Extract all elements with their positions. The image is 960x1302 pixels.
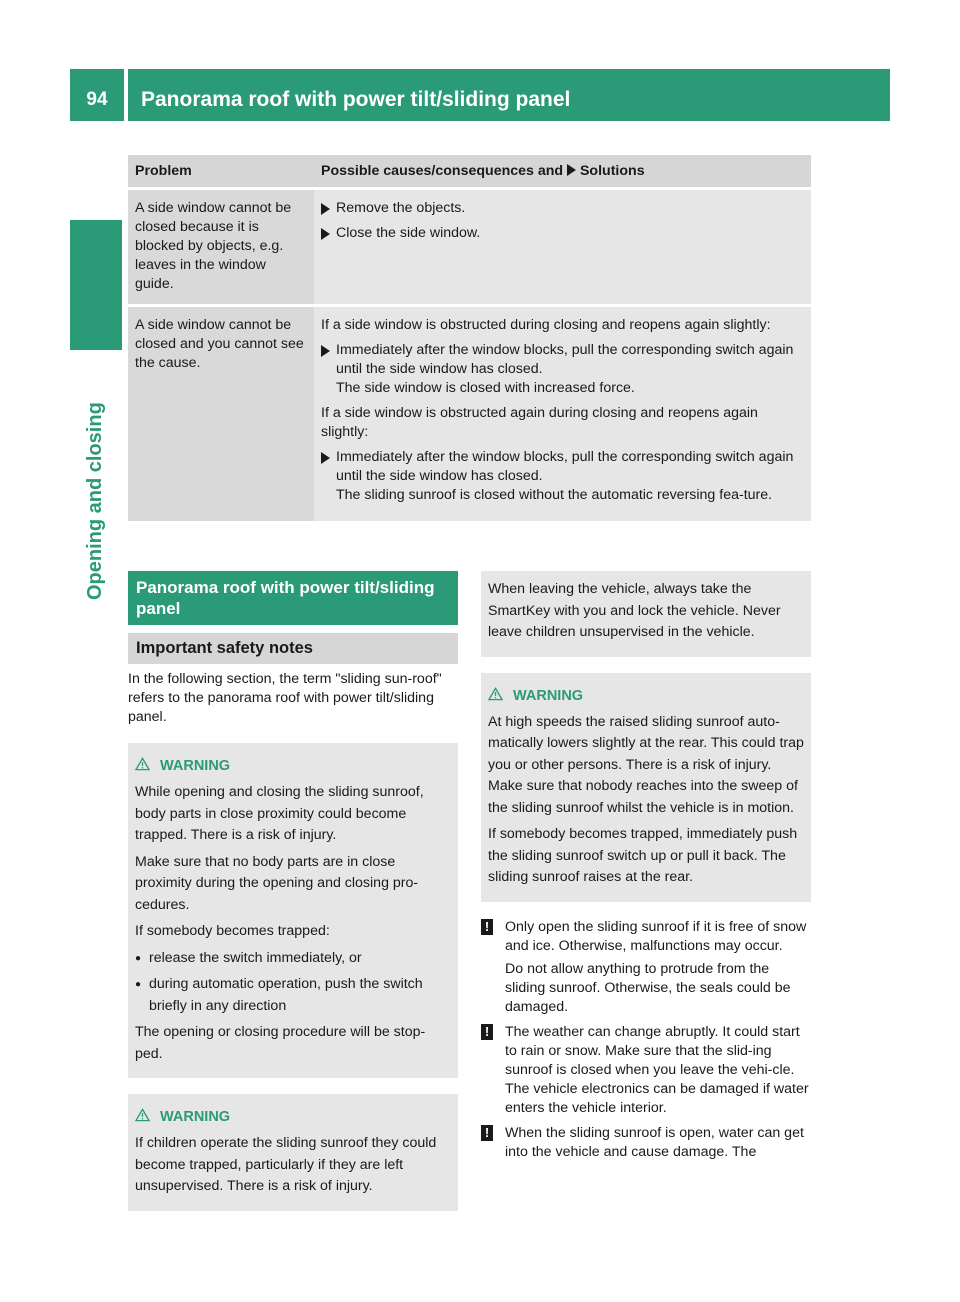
action-step <box>321 448 804 505</box>
step-text: Remove the objects. <box>336 200 466 216</box>
info-box <box>481 571 811 657</box>
note-text: When the sliding sunroof is open, water can get into the vehicle and cause damage. The <box>505 1124 804 1160</box>
note-text: Do not allow anything to protrude from the sliding sunroof. Otherwise, the seals could be damaged. <box>505 960 791 1015</box>
warning-triangle-icon <box>135 1108 150 1122</box>
solution-text: If a side window is obstructed again during closing and reopens again slightly: <box>321 405 758 440</box>
caution-note <box>481 1023 811 1118</box>
solutions-header-text: Possible causes/consequences and <box>321 163 568 179</box>
header-divider <box>124 69 128 121</box>
solutions-header-text-2: Solutions <box>576 163 645 179</box>
page-title: Panorama roof with power tilt/sliding panel <box>141 88 571 111</box>
bullet-icon: ● <box>135 952 142 964</box>
warning-label: WARNING <box>160 1109 231 1125</box>
chapter-label <box>70 360 122 610</box>
caution-icon: ! <box>481 919 493 935</box>
chapter-tab <box>70 220 122 350</box>
warning-label: WARNING <box>513 687 584 704</box>
bullet-icon: ● <box>135 979 142 990</box>
action-step <box>321 224 804 243</box>
step-text: Immediately after the window blocks, pull the corresponding switch again until the side window has closed. <box>336 449 794 484</box>
notes <box>481 918 811 1162</box>
warning-box <box>128 743 458 1078</box>
note-text: The weather can change abruptly. It could start to rain or snow. Make sure that the slid-ing sunroof is closed when you leave the vehi-cle. The vehicle electronics can be damaged if water enters the vehicle interior. <box>505 1023 809 1116</box>
warning-heading <box>135 1108 451 1127</box>
info-text: When leaving the vehicle, always take the SmartKey with you and lock the vehicle. Never leave children unsupervised in the vehicle. <box>488 581 781 640</box>
warning-text: At high speeds the raised sliding sunroof auto-matically lowers slightly at the rear. This could trap you or other persons. There is a risk of injury. Make sure that nobody reaches into the sweep of the sliding sunroof whilst the vehicle is in motion. <box>488 713 804 816</box>
intro-text: In the following section, the term "sliding sun-roof" refers to the panorama roof with power tilt/sliding panel. <box>128 671 442 725</box>
action-arrow-icon <box>321 452 330 464</box>
warning-box <box>128 1094 458 1211</box>
caution-icon: ! <box>481 1024 493 1040</box>
bullet-item <box>135 948 451 970</box>
troubleshooting-table <box>128 155 811 521</box>
step-text: Immediately after the window blocks, pull the corresponding switch again until the side window has closed. <box>336 342 794 377</box>
warning-text: While opening and closing the sliding sunroof, body parts in close proximity could become trapped. There is a risk of injury. <box>135 784 424 843</box>
step-result: The side window is closed with increased force. <box>336 380 635 396</box>
warning-heading <box>488 687 804 706</box>
action-arrow-icon <box>321 228 330 240</box>
action-step <box>321 199 804 218</box>
table-header-row <box>128 155 811 187</box>
solution-cell <box>314 307 811 521</box>
subsection-title: Important safety notes <box>128 633 458 664</box>
warning-triangle-icon <box>488 687 503 701</box>
warning-text: Make sure that no body parts are in close proximity during the opening and closing pro-cedures. <box>135 853 419 913</box>
step-text: Close the side window. <box>336 225 481 241</box>
left-column <box>128 571 458 1211</box>
right-column <box>481 571 811 1168</box>
caution-note <box>481 918 811 1017</box>
bullet-text: release the switch immediately, or <box>149 949 362 966</box>
warning-label: WARNING <box>160 758 231 774</box>
caution-note <box>481 1124 811 1162</box>
section-title: Panorama roof with power tilt/sliding panel <box>128 571 458 625</box>
table-row <box>128 190 811 304</box>
action-arrow-icon <box>321 203 330 215</box>
problem-cell: A side window cannot be closed and you cannot see the cause. <box>128 307 314 521</box>
bullet-item <box>135 974 451 1017</box>
warning-text: If somebody becomes trapped, immediately push the sliding sunroof switch up or pull it back. The sliding sunroof raises at the rear. <box>488 826 798 885</box>
problem-cell: A side window cannot be closed because it is blocked by objects, e.g. leaves in the window guide. <box>128 190 314 304</box>
caution-icon: ! <box>481 1125 493 1141</box>
solutions-header <box>314 155 811 187</box>
problem-header: Problem <box>128 155 314 187</box>
step-result: The sliding sunroof is closed without the automatic reversing fea-ture. <box>336 487 773 503</box>
solution-cell <box>314 190 811 304</box>
chapter-label-text: Opening and closing <box>84 402 106 600</box>
warning-text: If children operate the sliding sunroof they could become trapped, particularly if they are left unsupervised. There is a risk of injury. <box>135 1135 437 1194</box>
action-step <box>321 341 804 398</box>
table-row <box>128 307 811 521</box>
bullet-text: during automatic operation, push the switch briefly in any direction <box>149 976 423 1014</box>
note-text: Only open the sliding sunroof if it is free of snow and ice. Otherwise, malfunctions may occur. <box>505 918 807 954</box>
warning-heading <box>135 757 451 776</box>
warning-text: If somebody becomes trapped: <box>135 923 330 939</box>
page-number: 94 <box>86 89 108 110</box>
warning-text: The opening or closing procedure will be stop-ped. <box>135 1024 426 1062</box>
action-arrow-icon <box>567 164 576 176</box>
warning-box <box>481 673 811 902</box>
action-arrow-icon <box>321 345 330 357</box>
solution-text: If a side window is obstructed during closing and reopens again slightly: <box>321 317 771 333</box>
warning-triangle-icon <box>135 757 150 771</box>
